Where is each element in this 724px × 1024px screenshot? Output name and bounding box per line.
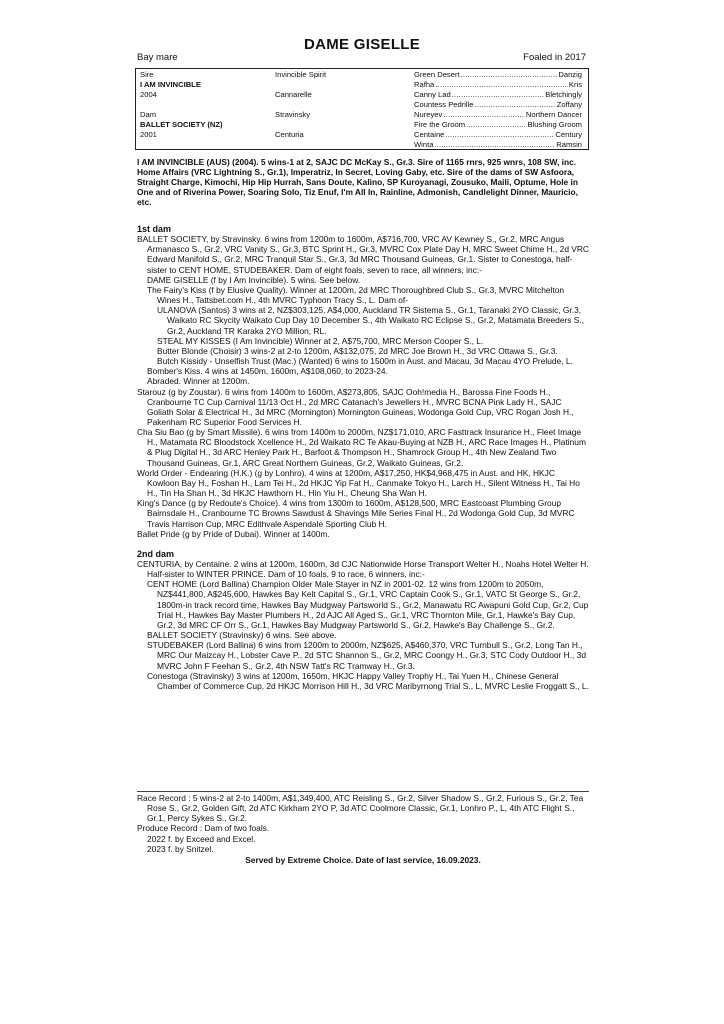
- dam-label: Dam: [140, 110, 157, 119]
- pedigree-entry: STUDEBAKER (Lord Ballina) 6 wins from 1200m to 2000m, NZ$625, A$460,370, VRC Turnbull S., Gr.2, Long Tan H., MRC Our Maizcay H., Lobster Cave P., 2d STC Shannon S., Gr.2, MRC Coongy H., Gr.3, STC Cody Outdoor H., 3d MVRC John F Feehan S., Gr.2, 4th NSW Tatt's RC Tramway H., Gr.3.: [147, 640, 586, 671]
- horse-name-title: DAME GISELLE: [303, 36, 421, 53]
- dam-name: BALLET SOCIETY (NZ): [140, 120, 223, 129]
- grandparent: Stravinsky: [275, 110, 311, 119]
- sire-summary-paragraph: I AM INVINCIBLE (AUS) (2004). 5 wins-1 at 2, SAJC DC McKay S., Gr.3. Sire of 1165 rnrs, 925 wnrs, 108 SW, inc. Home Affairs (VRC Lightning S., Gr.1), Imperatriz, In Secret, Loving Gaby, etc. Sire of the dams of SW Asfoora, Straight Charge, Kimochi, Hip Hip Hurrah, Sans Doute, Kalino, SP Kuroyanagi, Zousuko, Maili, Optume, Hole in One and of Riverina Power, Soaring Solo, Tiz Enuf, I'm All In, Rainline, Admonish, Candlelight Dinner, Mauricio, etc.: [137, 157, 578, 207]
- sire-label: Sire: [140, 70, 154, 79]
- pedigree-entry: Starouz (g by Zoustar). 6 wins from 1400m to 1600m, A$273,805, SAJC Ooh!media H., Barossa Fine Foods H., Cranbourne TC Cup Carnival 11/13 Oct H., 2d MRC Catanach's Jewellers H., MVRC BCNA Pink Lady H., SAJC Goliath Solar & Electrical H., 3d MRC (Mornington) Mornington Guineas, Wodonga Gold Cup, VRC Rogan Josh H., Pakenham RC Superior Food Services H.: [137, 386, 574, 427]
- pedigree-entry: CENT HOME (Lord Ballina) Champion Older Male Stayer in NZ in 2001-02. 12 wins from 1200m to 2050m, NZ$441,800, A$245,600, Hawkes Bay Kelt Capital S., Gr.1, VRC Captain Cook S., Gr.1, VATC St George S., Gr.2, 1800m-in track record time, Hawkes Bay Mudgway Partsworld S., Gr.2, Manawatu RC Awapuni Gold Cup, Gr.2, Cup Trial H., Hawkes Bay Master Plumbers H., 2d AJC All Aged S., Gr.1, VRC Thornton Mile, Gr.1, Hawke's Bay Cup, Gr.2, 3d MRC CF Orr S., Gr.1, Hawkes Bay Mudgway Partsworld S., Gr.2, Hawke's Bay Challenge S., Gr.2.: [147, 579, 589, 630]
- produce-record: Produce Record : Dam of two foals.: [137, 823, 270, 834]
- records-section: [137, 791, 589, 865]
- great-grandparent-row: Centaine ..... Century: [414, 130, 582, 140]
- great-grandparent-row: Winta ..... Ramsin: [414, 140, 582, 150]
- pedigree-entry: DAME GISELLE (f by I Am Invincible). 5 wins. See below.: [147, 274, 361, 285]
- second-dam-heading: 2nd dam: [137, 548, 175, 559]
- pedigree-entry: King's Dance (g by Redoute's Choice). 4 wins from 1300m to 1600m, A$128,500, MRC Eastcoast Plumbing Group Bairnsdale H., Cranbourne TC Browns Sawdust & Shavings Mile Series Final H., 2d Wodonga Gold Cup, 3d MVRC Travis Harrison Cup, MRC Edithvale Aspendale Sporting Club H.: [137, 498, 575, 529]
- foaled-year: Foaled in 2017: [523, 52, 586, 63]
- pedigree-table: [135, 68, 589, 150]
- race-record: Race Record : 5 wins-2 at 2-to 1400m, A$1,349,400, ATC Reisling S., Gr.2, Silver Shadow S., Gr.2, Furious S., Gr.2, Tea Rose S., Gr.2, Golden Gift, 2d ATC Kirkham 2YO P, 3d ATC Coolmore Classic, Gr.1, Lonhro P., L, 4th ATC Flight S., Gr.1, Percy Sykes S., Gr.2.: [137, 793, 584, 824]
- sire-year: 2004: [140, 90, 157, 99]
- pedigree-entry: World Order - Endearing (H.K.) (g by Lonhro). 4 wins at 1200m, A$17,250, HK$4,968,475 in Aust. and HK, HKJC Kowloon Bay H., Foshan H., Lam Tei H., 2d HKJC Yip Fat H., Canmake Tokyo H., Larch H., Silent Witness H., Tai Ho H., Tin Ha Shan H., 3d HKJC Hawthorn H., Hin Yiu H., Cheung Sha Wan H.: [137, 467, 580, 499]
- pedigree-entry: Abraded. Winner at 1200m.: [147, 376, 250, 387]
- sire-name: I AM INVINCIBLE: [140, 80, 201, 89]
- first-dam-heading: 1st dam: [137, 224, 172, 234]
- great-grandparent-row: Canny Lad ..... Bletchingly: [414, 90, 582, 100]
- grandparent: Cannarelle: [275, 90, 312, 99]
- great-grandparent-row: Green Desert ..... Danzig: [414, 70, 582, 80]
- produce-foal: 2022 f. by Exceed and Excel.: [147, 833, 256, 844]
- pedigree-entry: The Fairy's Kiss (f by Elusive Quality). Winner at 1200m, 2d MRC Thoroughbred Club S., Gr.3, MVRC Mitchelton Wines H., Tattsbet.com H., 4th MVRC Typhoon Tracy S., L. Dam of-: [147, 284, 565, 306]
- pedigree-entry: CENTURIA, by Centaine. 2 wins at 1200m, 1600m, 3d CJC Nationwide Horse Transport Welter H., Noahs Hotel Welter H. Half-sister to WINTER PRINCE. Dam of 10 foals, 9 to race, 6 winners, inc:-: [137, 559, 589, 580]
- pedigree-entry: Bomber's Kiss. 4 wins at 1450m, 1600m, A$108,060, to 2023-24.: [147, 366, 388, 377]
- pedigree-parents-column: [140, 70, 270, 140]
- pedigree-entry: Butter Blonde (Choisir) 3 wins-2 at 2-to 1200m, A$132,075, 2d MRC Joe Brown H., 3d VRC Ottawa S., Gr.3.: [157, 345, 558, 356]
- pedigree-entry: Ballet Pride (g by Pride of Dubai). Winner at 1400m.: [137, 528, 330, 539]
- pedigree-entry: Conestoga (Stravinsky) 3 wins at 1200m, 1650m, HKJC Happy Valley Trophy H., Tai Yuen H., Chinese General Chamber of Commerce Cup, 2d HKJC Morrison Hill H., 3d VRC Maribyrnong Trial S., L, MVRC Leslie Froggatt S., L.: [147, 670, 589, 691]
- catalogue-body: [137, 224, 589, 691]
- great-grandparent-row: Countess Pedrille ..... Zoffany: [414, 100, 582, 110]
- dam-year: 2001: [140, 130, 157, 139]
- first-dam-entries: [137, 234, 589, 539]
- pedigree-entry: ULANOVA (Santos) 3 wins at 2, NZ$303,125, A$4,000, Auckland TR Sistema S., Gr.1, Taranaki 2YO Classic, Gr.3, Waikato RC Skycity Waikato Cup Day 10 December S., 4th Waikato RC Eclipse S., Gr.2, Matamata Breeders S., Gr.2, Auckland TR Karaka 2YO Million, RL.: [157, 305, 585, 336]
- pedigree-entry: STEAL MY KISSES (I Am Invincible) Winner at 2, A$75,700, MRC Merson Cooper S., L.: [157, 335, 484, 346]
- pedigree-grandparents-column: [275, 70, 405, 140]
- pedigree-entry: Cha Siu Bao (g by Smart Missile). 6 wins from 1400m to 2000m, NZ$171,010, ARC Fasttrack Insurance H., Fleet Image H., Matamata RC Bloodstock Xcellence H., 2d Waikato RC Te Akau-Buying at NZB H., ARC Race Images H., Platinum & Plug Digital H., 3d ARC Henley Park H., Barfoot & Thompson H., Shamrock Group H., 4th New Zealand Two Thousand Guineas, Gr.1, ARC Great Northern Guineas, Gr.2, Waikato Guineas, Gr.2.: [137, 427, 586, 468]
- great-grandparent-row: Rafha ..... Kris: [414, 80, 582, 90]
- grandparent: Invincible Spirit: [275, 70, 327, 79]
- great-grandparent-row: Nureyev ..... Northern Dancer: [414, 110, 582, 120]
- pedigree-entry: Butch Kissidy - Unselfish Trust (Mac.) (Wanted) 6 wins to 1500m in Aust. and Macau, 3d Macau 4YO Prelude, L.: [157, 356, 573, 367]
- pedigree-entry: BALLET SOCIETY, by Stravinsky. 6 wins from 1200m to 1600m, A$716,700, VRC AV Kewney S., Gr.2, MRC Angus Armanasco S., Gr.2, VRC Vanity S., Gr.3, BTC Sprint H., Gr.3, MVRC Cox Plate Day H, MRC Sweet Chime H., 2d VRC Edward Manifold S., Gr.2, MRC Tranquil Star S., Gr.3, 3d MRC Thousand Guineas, Gr.1. Sister to Conestoga, half-sister to CENT HOME, STUDEBAKER. Dam of eight foals, seven to race, all winners, inc:-: [137, 234, 589, 275]
- service-note: Served by Extreme Choice. Date of last service, 16.09.2023.: [245, 854, 481, 865]
- produce-foal: 2023 f. by Snitzel.: [147, 843, 214, 854]
- pedigree-entry: BALLET SOCIETY (Stravinsky) 6 wins. See above.: [147, 630, 337, 641]
- horse-description: Bay mare: [137, 52, 178, 63]
- second-dam-entries: [137, 559, 589, 691]
- pedigree-great-grandparents-column: [414, 70, 582, 150]
- great-grandparent-row: Fire the Groom ..... Blushing Groom: [414, 120, 582, 130]
- grandparent: Centuria: [275, 130, 304, 139]
- divider: [137, 791, 589, 792]
